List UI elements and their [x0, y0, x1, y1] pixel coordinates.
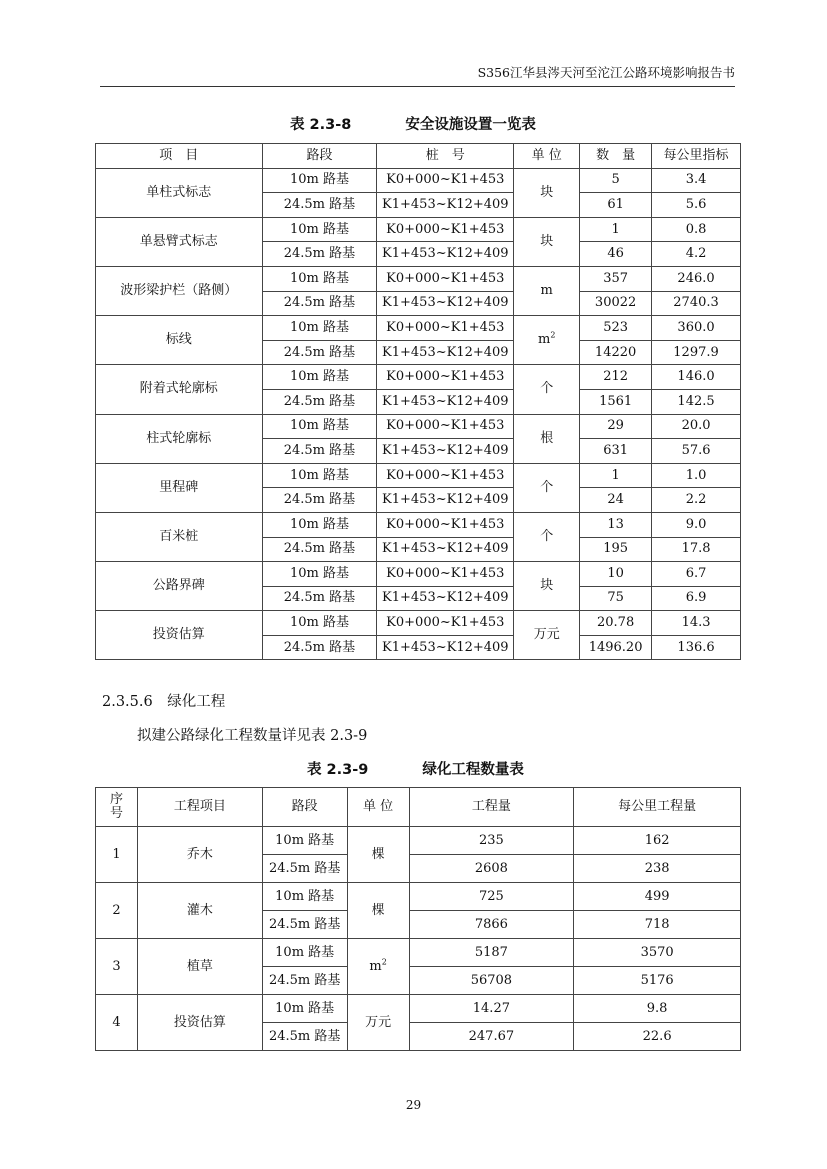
quantity-cell: 195: [580, 537, 652, 562]
item-name-cell: 标线: [96, 316, 263, 365]
per-km-cell: 162: [574, 827, 741, 855]
table-row: [96, 562, 741, 587]
quantity-cell: 56708: [409, 967, 574, 995]
column-header: 工程项目: [137, 788, 262, 827]
section-cell: 24.5m 路基: [262, 291, 377, 316]
section-cell: 10m 路基: [262, 611, 377, 636]
unit-text: 块: [540, 233, 554, 249]
column-header: 项 目: [96, 144, 263, 169]
per-km-cell: 146.0: [652, 365, 741, 390]
table-row: [96, 414, 741, 439]
per-km-cell: 718: [574, 911, 741, 939]
per-km-cell: 246.0: [652, 266, 741, 291]
section-cell: 24.5m 路基: [262, 586, 377, 611]
unit-cell: [347, 883, 409, 939]
table-row: [96, 316, 741, 341]
unit-text: 个: [540, 529, 554, 544]
section-cell: 24.5m 路基: [262, 340, 377, 365]
serial-number-cell: 1: [96, 827, 138, 883]
table2-caption-number: 表 2.3-9: [307, 762, 369, 778]
per-km-cell: 5.6: [652, 193, 741, 218]
station-cell: K0+000~K1+453: [377, 414, 514, 439]
station-cell: K0+000~K1+453: [377, 168, 514, 193]
table-row: [96, 611, 741, 636]
unit-cell: [514, 217, 580, 266]
station-cell: K0+000~K1+453: [377, 562, 514, 587]
section-cell: 10m 路基: [262, 512, 377, 537]
item-name-cell: 公路界碑: [96, 562, 263, 611]
per-km-cell: 9.0: [652, 512, 741, 537]
station-cell: K1+453~K12+409: [377, 389, 514, 414]
item-name-cell: 百米桩: [96, 512, 263, 561]
table-row: [96, 995, 741, 1023]
quantity-cell: 212: [580, 365, 652, 390]
unit-cell: [514, 365, 580, 414]
serial-number-cell: 2: [96, 883, 138, 939]
section-cell: 10m 路基: [262, 316, 377, 341]
section-cell: 24.5m 路基: [262, 967, 347, 995]
quantity-cell: 247.67: [409, 1023, 574, 1051]
per-km-cell: 1297.9: [652, 340, 741, 365]
quantity-cell: 24: [580, 488, 652, 513]
station-cell: K1+453~K12+409: [377, 488, 514, 513]
per-km-cell: 4.2: [652, 242, 741, 267]
per-km-cell: 2.2: [652, 488, 741, 513]
per-km-cell: 136.6: [652, 635, 741, 660]
per-km-cell: 499: [574, 883, 741, 911]
station-cell: K1+453~K12+409: [377, 537, 514, 562]
quantity-cell: 5187: [409, 939, 574, 967]
table-row: [96, 217, 741, 242]
unit-text: 块: [540, 578, 554, 594]
quantity-cell: 1: [580, 463, 652, 488]
section-cell: 24.5m 路基: [262, 855, 347, 883]
per-km-cell: 20.0: [652, 414, 741, 439]
per-km-cell: 6.7: [652, 562, 741, 587]
section-cell: 10m 路基: [262, 266, 377, 291]
table1-caption-title: 安全设施设置一览表: [405, 117, 536, 133]
table-row: [96, 883, 741, 911]
unit-cell: [514, 611, 580, 660]
per-km-cell: 9.8: [574, 995, 741, 1023]
unit-cell: [514, 512, 580, 561]
quantity-cell: 20.78: [580, 611, 652, 636]
quantity-cell: 13: [580, 512, 652, 537]
column-header: 每公里指标: [652, 144, 741, 169]
quantity-cell: 75: [580, 586, 652, 611]
unit-cell: [347, 827, 409, 883]
quantity-cell: 357: [580, 266, 652, 291]
unit-cell: [347, 939, 409, 995]
page-header: [100, 64, 735, 87]
quantity-cell: 235: [409, 827, 574, 855]
item-name-cell: 附着式轮廓标: [96, 365, 263, 414]
section-cell: 10m 路基: [262, 365, 377, 390]
unit-text: 万元: [365, 1014, 392, 1030]
per-km-cell: 2740.3: [652, 291, 741, 316]
quantity-cell: 61: [580, 193, 652, 218]
unit-cell: [514, 266, 580, 315]
section-cell: 10m 路基: [262, 168, 377, 193]
table-header-row: [96, 788, 741, 827]
unit-cell: [514, 316, 580, 365]
item-name-cell: 投资估算: [137, 995, 262, 1051]
section-cell: 10m 路基: [262, 217, 377, 242]
column-header: 路段: [262, 788, 347, 827]
station-cell: K1+453~K12+409: [377, 586, 514, 611]
item-name-cell: 里程碑: [96, 463, 263, 512]
report-title: S356江华县涔天河至沱江公路环境影响报告书: [477, 65, 735, 80]
station-cell: K1+453~K12+409: [377, 635, 514, 660]
table-row: [96, 939, 741, 967]
unit-text: 棵: [371, 902, 385, 918]
per-km-cell: 1.0: [652, 463, 741, 488]
station-cell: K1+453~K12+409: [377, 340, 514, 365]
section-cell: 10m 路基: [262, 883, 347, 911]
item-name-cell: 乔木: [137, 827, 262, 883]
quantity-cell: 10: [580, 562, 652, 587]
section-cell: 24.5m 路基: [262, 389, 377, 414]
quantity-cell: 1496.20: [580, 635, 652, 660]
quantity-cell: 5: [580, 168, 652, 193]
quantity-cell: 2608: [409, 855, 574, 883]
per-km-cell: 6.9: [652, 586, 741, 611]
section-cell: 24.5m 路基: [262, 439, 377, 464]
unit-text: 块: [540, 184, 554, 200]
per-km-cell: 17.8: [652, 537, 741, 562]
table-row: [96, 365, 741, 390]
station-cell: K0+000~K1+453: [377, 512, 514, 537]
safety-table-body: [96, 144, 741, 660]
station-cell: K1+453~K12+409: [377, 193, 514, 218]
column-header: 路段: [262, 144, 377, 169]
unit-cell: [347, 995, 409, 1051]
item-name-cell: 投资估算: [96, 611, 263, 660]
table-row: [96, 512, 741, 537]
quantity-cell: 7866: [409, 911, 574, 939]
table-row: [96, 266, 741, 291]
unit-cell: [514, 562, 580, 611]
station-cell: K0+000~K1+453: [377, 365, 514, 390]
unit-text: m: [369, 958, 382, 974]
quantity-cell: 631: [580, 439, 652, 464]
table-row: [96, 463, 741, 488]
quantity-cell: 1561: [580, 389, 652, 414]
column-header: 桩 号: [377, 144, 514, 169]
page-number: 29: [405, 1098, 422, 1112]
column-header: 数 量: [580, 144, 652, 169]
section-paragraph: 拟建公路绿化工程数量详见表 2.3-9: [137, 728, 368, 744]
station-cell: K1+453~K12+409: [377, 291, 514, 316]
quantity-cell: 46: [580, 242, 652, 267]
station-cell: K0+000~K1+453: [377, 463, 514, 488]
section-cell: 24.5m 路基: [262, 635, 377, 660]
section-cell: 10m 路基: [262, 995, 347, 1023]
per-km-cell: 3570: [574, 939, 741, 967]
unit-text: 万元: [533, 627, 560, 643]
section-cell: 24.5m 路基: [262, 193, 377, 218]
section-cell: 24.5m 路基: [262, 537, 377, 562]
safety-facilities-table: [95, 143, 741, 660]
quantity-cell: 523: [580, 316, 652, 341]
unit-text: m: [540, 283, 553, 299]
column-header: 单 位: [514, 144, 580, 169]
greening-table-body: [96, 788, 741, 1051]
per-km-cell: 57.6: [652, 439, 741, 464]
table-row: [96, 827, 741, 855]
table-header-row: [96, 144, 741, 169]
section-cell: 10m 路基: [262, 939, 347, 967]
quantity-cell: 14.27: [409, 995, 574, 1023]
section-cell: 10m 路基: [262, 414, 377, 439]
per-km-cell: 22.6: [574, 1023, 741, 1051]
item-name-cell: 植草: [137, 939, 262, 995]
item-name-cell: 单柱式标志: [96, 168, 263, 217]
serial-number-cell: 4: [96, 995, 138, 1051]
item-name-cell: 波形梁护栏（路侧）: [96, 266, 263, 315]
quantity-cell: 14220: [580, 340, 652, 365]
unit-text: 个: [540, 381, 554, 397]
table1-caption: [290, 113, 536, 134]
station-cell: K1+453~K12+409: [377, 242, 514, 267]
section-cell: 10m 路基: [262, 562, 377, 587]
quantity-cell: 30022: [580, 291, 652, 316]
station-cell: K0+000~K1+453: [377, 611, 514, 636]
section-cell: 10m 路基: [262, 463, 377, 488]
item-name-cell: 单悬臂式标志: [96, 217, 263, 266]
per-km-cell: 0.8: [652, 217, 741, 242]
column-header: 单 位: [347, 788, 409, 827]
unit-text: 个: [540, 479, 554, 495]
section-heading: 2.3.5.6 绿化工程: [102, 694, 226, 710]
section-cell: 24.5m 路基: [262, 242, 377, 267]
station-cell: K1+453~K12+409: [377, 439, 514, 464]
section-cell: 24.5m 路基: [262, 488, 377, 513]
section-cell: 24.5m 路基: [262, 911, 347, 939]
per-km-cell: 3.4: [652, 168, 741, 193]
per-km-cell: 360.0: [652, 316, 741, 341]
per-km-cell: 142.5: [652, 389, 741, 414]
unit-text: m: [538, 332, 551, 348]
station-cell: K0+000~K1+453: [377, 316, 514, 341]
quantity-cell: 1: [580, 217, 652, 242]
station-cell: K0+000~K1+453: [377, 266, 514, 291]
per-km-cell: 14.3: [652, 611, 741, 636]
per-km-cell: 5176: [574, 967, 741, 995]
per-km-cell: 238: [574, 855, 741, 883]
section-cell: 10m 路基: [262, 827, 347, 855]
table2-caption: [307, 758, 524, 779]
item-name-cell: 灌木: [137, 883, 262, 939]
column-header: 每公里工程量: [574, 788, 741, 827]
table-row: [96, 168, 741, 193]
station-cell: K0+000~K1+453: [377, 217, 514, 242]
quantity-cell: 29: [580, 414, 652, 439]
column-header: 序号: [96, 788, 138, 827]
section-cell: 24.5m 路基: [262, 1023, 347, 1051]
unit-cell: [514, 414, 580, 463]
table1-caption-number: 表 2.3-8: [290, 117, 352, 133]
serial-number-cell: 3: [96, 939, 138, 995]
table2-caption-title: 绿化工程数量表: [422, 762, 524, 778]
unit-cell: [514, 463, 580, 512]
quantity-cell: 725: [409, 883, 574, 911]
unit-text: 棵: [371, 846, 385, 862]
unit-superscript: 2: [381, 957, 387, 967]
greening-table: [95, 787, 741, 1051]
item-name-cell: 柱式轮廓标: [96, 414, 263, 463]
unit-text: 根: [540, 430, 554, 446]
column-header: 工程量: [409, 788, 574, 827]
unit-superscript: 2: [550, 330, 556, 340]
unit-cell: [514, 168, 580, 217]
